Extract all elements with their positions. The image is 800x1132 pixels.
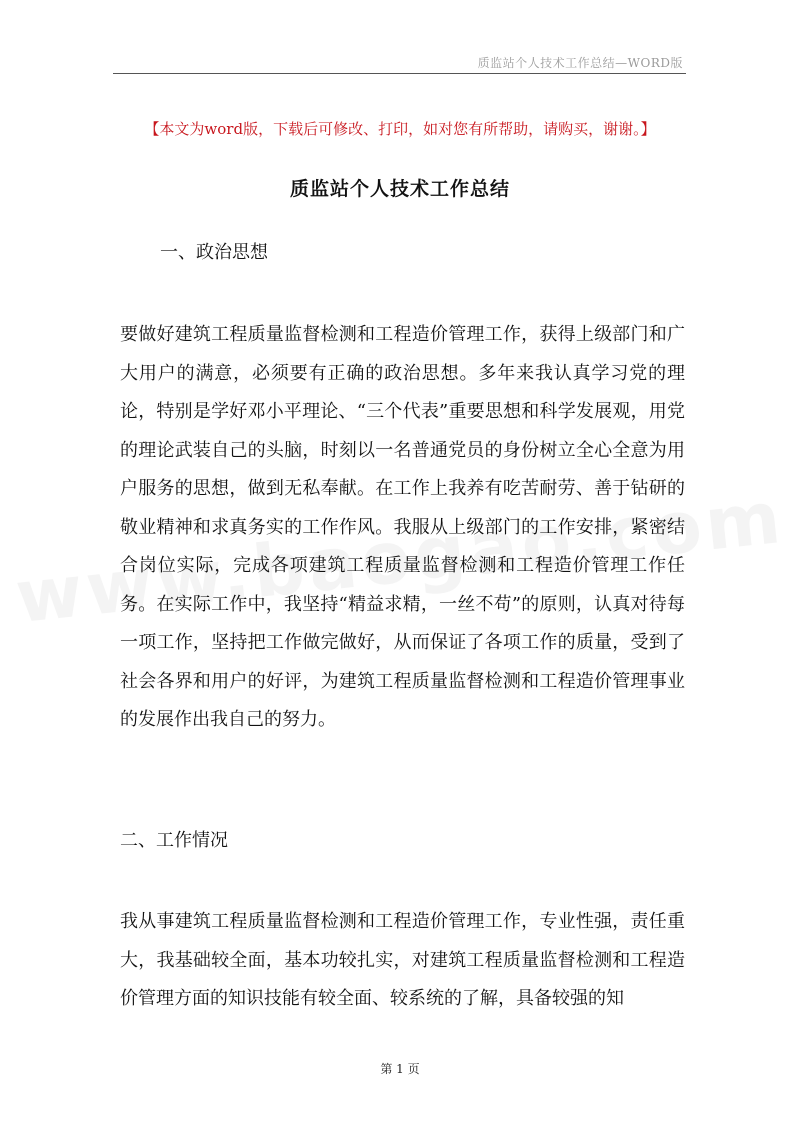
- header-title: 质监站个人技术工作总结—WORD版: [477, 56, 683, 70]
- download-notice: 【本文为word版，下载后可修改、打印，如对您有所帮助，请购买，谢谢。】: [144, 120, 656, 138]
- page-number: 第 1 页: [380, 1062, 420, 1076]
- section-body-work: 我从事建筑工程质量监督检测和工程造价管理工作，专业性强，责任重大，我基础较全面，基本功较扎实，对建筑工程质量监督检测和工程造价管理方面的知识技能有较全面、较系统的了解，具备较强的知: [120, 911, 685, 1009]
- header-divider: [113, 73, 686, 74]
- section-heading-political: 一、政治思想: [160, 242, 268, 263]
- document-title: 质监站个人技术工作总结: [289, 178, 510, 200]
- section-body-political: 要做好建筑工程质量监督检测和工程造价管理工作，获得上级部门和广大用户的满意，必须要有正确的政治思想。多年来我认真学习党的理论，特别是学好邓小平理论、“三个代表”重要思想和科学发展观，用党的理论武装自己的头脑，时刻以一名普通党员的身份树立全心全意为用户服务的思想，做到无私奉献。在工作上我养有吃苦耐劳、善于钻研的敬业精神和求真务实的工作作风。我服从上级部门的工作安排，紧密结合岗位实际，完成各项建筑工程质量监督检测和工程造价管理工作任务。在实际工作中，我坚持“精益求精，一丝不苟”的原则，认真对待每一项工作，坚持把工作做完做好，从而保证了各项工作的质量，受到了社会各界和用户的好评，为建筑工程质量监督检测和工程造价管理事业的发展作出我自己的努力。: [120, 324, 685, 730]
- section-heading-work: 二、工作情况: [120, 830, 228, 851]
